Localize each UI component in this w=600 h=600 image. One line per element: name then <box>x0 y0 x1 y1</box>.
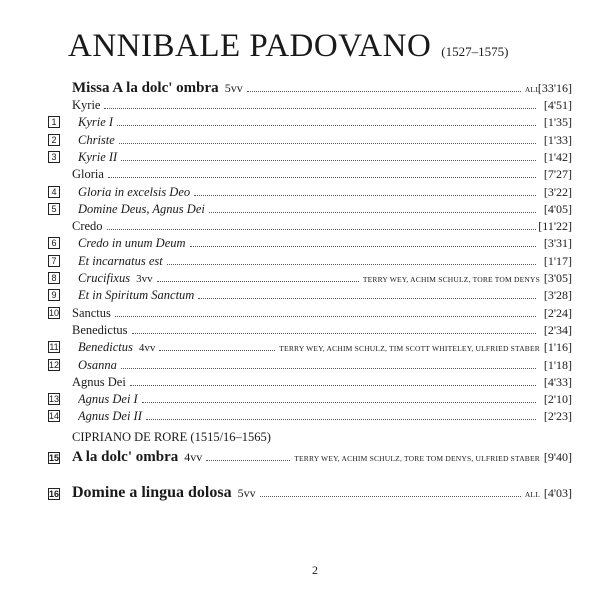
track-performers: ALL <box>524 490 540 499</box>
track-row <box>0 132 600 148</box>
dot-leader <box>119 133 536 144</box>
dot-leader <box>121 150 536 161</box>
track-row <box>0 114 600 130</box>
dot-leader <box>206 450 290 461</box>
track-duration: [4'05] <box>543 201 572 216</box>
track-duration: [3'22] <box>543 184 572 199</box>
track-row <box>0 218 600 234</box>
track-row-16 <box>0 482 600 504</box>
track-number: 8 <box>48 272 60 284</box>
track-duration: [1'35] <box>543 115 572 130</box>
track-row <box>0 149 600 165</box>
track-performers: TERRY WEY, ACHIM SCHULZ, TORE TOM DENYS, ULFRIED STABER <box>294 454 540 463</box>
dot-leader <box>107 219 536 230</box>
track-title: Agnus Dei <box>72 374 126 389</box>
track-title: Kyrie II <box>78 149 118 164</box>
track-number: 7 <box>48 255 60 267</box>
mass-title-row <box>0 78 600 98</box>
mass-performers: ALL <box>524 85 540 94</box>
track-voices: 4vv <box>184 450 203 464</box>
dot-leader <box>198 288 536 299</box>
track-title: Christe <box>78 132 115 147</box>
track-number: 4 <box>48 186 60 198</box>
dot-leader <box>260 486 521 497</box>
track-title: Sanctus <box>72 305 111 320</box>
track-number: 12 <box>49 359 60 370</box>
track-number: 1 <box>48 116 60 128</box>
composer-name: ANNIBALE PADOVANO <box>68 28 432 64</box>
track-number: 16 <box>49 489 60 499</box>
track-row <box>0 184 600 200</box>
dot-leader <box>157 271 359 282</box>
track-row <box>0 322 600 338</box>
track-voices: 3vv <box>136 273 153 285</box>
track-row <box>0 201 600 217</box>
track-duration: [1'16] <box>543 340 572 355</box>
track-duration: [1'33] <box>543 132 572 147</box>
mass-title: Missa A la dolc' ombra <box>72 80 219 96</box>
track-duration: [2'34] <box>543 322 572 337</box>
track-title: Benedictus <box>72 322 128 337</box>
track-row <box>0 339 600 355</box>
track-duration: [2'23] <box>543 409 572 424</box>
track-title: Et incarnatus est <box>78 253 163 268</box>
track-title: Gloria in excelsis Deo <box>78 184 191 199</box>
second-composer: CIPRIANO DE RORE (1515/16–1565) <box>72 430 271 444</box>
track-row <box>0 305 600 321</box>
track-title: Credo in unum Deum <box>78 236 186 251</box>
track-number: 10 <box>49 307 60 318</box>
track-row <box>0 166 600 182</box>
track-duration: [4'51] <box>543 98 572 112</box>
track-duration: [9'40] <box>543 450 572 464</box>
track-title: Et in Spiritum Sanctum <box>78 288 195 303</box>
track-row <box>0 408 600 424</box>
mass-duration: [33'16] <box>537 81 572 95</box>
dot-leader <box>130 375 536 386</box>
track-title: Domine a lingua dolosa <box>72 484 232 501</box>
track-row <box>0 357 600 373</box>
track-number: 3 <box>48 151 60 163</box>
track-title: Domine Deus, Agnus Dei <box>78 201 205 216</box>
track-performers: TERRY WEY, ACHIM SCHULZ, TORE TOM DENYS <box>362 275 540 284</box>
track-number: 15 <box>49 453 60 463</box>
dot-leader <box>159 340 275 351</box>
page-header <box>68 28 508 68</box>
track-title: Gloria <box>72 167 104 182</box>
track-title: Kyrie <box>72 98 101 112</box>
track-duration: [11'22] <box>538 219 572 234</box>
track-duration: [4'33] <box>543 374 572 389</box>
track-row <box>0 374 600 390</box>
track-number: 11 <box>49 342 59 353</box>
track-title: Osanna <box>78 357 117 372</box>
track-number: 13 <box>49 394 60 405</box>
composer-dates: (1527–1575) <box>441 44 509 59</box>
track-voices: 5vv <box>237 486 256 500</box>
dot-leader <box>115 306 536 317</box>
track-title: Kyrie I <box>78 115 114 130</box>
mass-voices: 5vv <box>224 81 243 95</box>
dot-leader <box>146 409 536 420</box>
track-number: 14 <box>49 411 60 422</box>
dot-leader <box>209 202 536 213</box>
track-duration: [1'18] <box>543 357 572 372</box>
track-title: A la dolc' ombra <box>72 449 179 465</box>
dot-leader <box>190 236 536 247</box>
track-row-15 <box>0 447 600 467</box>
track-duration: [1'17] <box>543 253 572 268</box>
dot-leader <box>108 167 536 178</box>
dot-leader <box>121 358 536 369</box>
track-duration: [3'28] <box>543 288 572 303</box>
track-title: Credo <box>72 219 103 234</box>
track-duration: [1'42] <box>543 149 572 164</box>
track-number: 9 <box>48 289 60 301</box>
track-number: 5 <box>48 203 60 215</box>
dot-leader <box>142 392 536 403</box>
track-duration: [2'24] <box>543 305 572 320</box>
track-voices: 4vv <box>138 342 156 355</box>
track-duration: [7'27] <box>543 167 572 182</box>
track-number: 6 <box>48 237 60 249</box>
track-title: Benedictus <box>78 340 133 355</box>
track-row <box>0 391 600 407</box>
track-duration: [3'05] <box>543 271 572 285</box>
track-title: Agnus Dei II <box>78 409 142 424</box>
track-row <box>0 97 600 113</box>
dot-leader <box>104 98 536 109</box>
track-row <box>0 235 600 251</box>
dot-leader <box>132 323 536 334</box>
track-performers: TERRY WEY, ACHIM SCHULZ, TIM SCOTT WHITELEY, ULFRIED STABER <box>279 344 540 354</box>
track-row <box>0 253 600 269</box>
dot-leader <box>247 81 521 92</box>
track-title: Crucifixus <box>78 271 131 285</box>
dot-leader <box>167 254 536 265</box>
track-number: 2 <box>48 134 60 146</box>
track-duration: [2'10] <box>543 392 572 407</box>
page-number: 2 <box>312 563 318 577</box>
track-duration: [3'31] <box>543 236 572 251</box>
track-row <box>0 270 600 286</box>
track-title: Agnus Dei I <box>78 392 138 407</box>
track-duration: [4'03] <box>543 486 572 500</box>
dot-leader <box>117 115 536 126</box>
track-row <box>0 287 600 303</box>
dot-leader <box>194 185 536 196</box>
